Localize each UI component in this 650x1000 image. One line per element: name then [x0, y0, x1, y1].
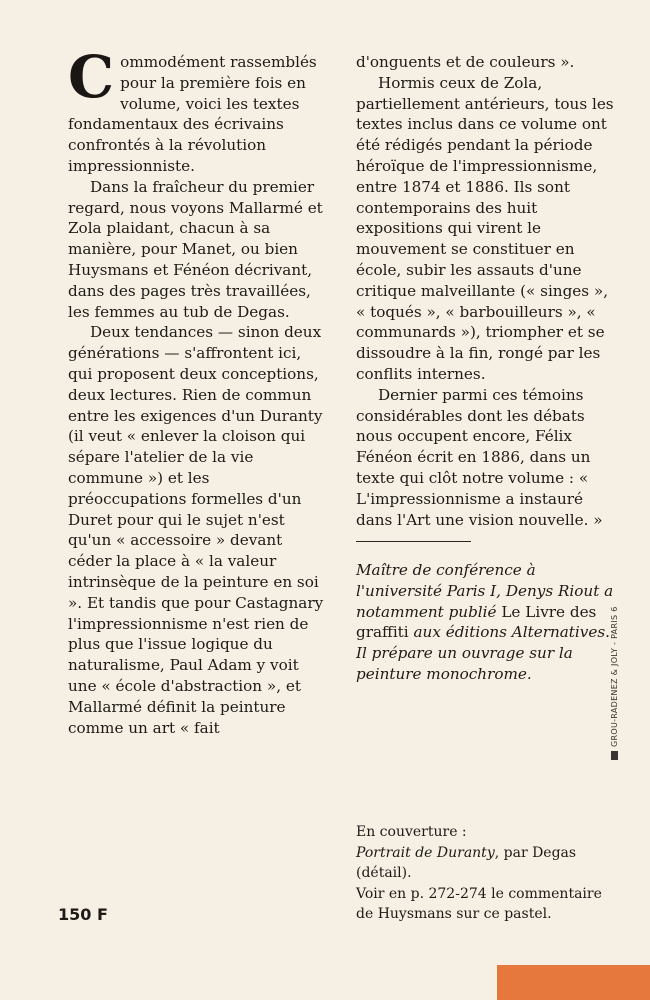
bio-book-title: Le Livre des graffiti	[356, 602, 597, 642]
printer-imprint	[610, 580, 619, 760]
cover-line	[356, 843, 618, 884]
bio-part1: Maître de conférence à l'université Paris I, Denys Riout a notamment publié	[356, 561, 614, 621]
paragraph-onguents: d'onguents et de couleurs ».	[356, 53, 575, 71]
bio-part2: aux éditions Alternatives. Il prépare un ouvrage sur la peinture monochrome.	[356, 623, 610, 683]
paragraph-feneon: Dernier parmi ces témoins considérables dont les débats nous occupent encore, Félix Fénéon écrit en 1886, dans un texte qui clôt notre volume : « L'impressionnisme a instauré dans l'Art une vision nouvelle. »	[356, 385, 603, 529]
paragraph-fraicheur: Dans la fraîcheur du premier regard, nous voyons Mallarmé et Zola plaidant, chacun à sa manière, pour Manet, ou bien Huysmans et Fénéon décrivant, dans des pages très travaillées, les femmes au tub de Degas.	[68, 177, 323, 321]
paragraph-tendances: Deux tendances — sinon deux générations — s'affrontent ici, qui proposent deux conceptions, deux lectures. Rien de commun entre les exigences d'un Duranty (il veut « enlever la cloison qui sépare l'atelier de la vie commune ») et les préoccupations formelles d'un Duret pour qui le sujet n'est qu'un « accessoire » devant céder la place à « la valeur intrinsèque de la peinture en soi ». Et tandis que pour Castagnary l'impressionnisme n'est rien de plus que l'issue logique du naturalisme, Paul Adam y voit une « école d'abstraction », et Mallarmé définit la peinture comme un art « fait	[68, 323, 324, 737]
cover-note: Voir en p. 272-274 le commentaire de Huysmans sur ce pastel.	[356, 885, 602, 922]
cover-credit	[356, 822, 618, 925]
cover-by: , par Degas (détail).	[356, 844, 577, 881]
paragraph-zola: Hormis ceux de Zola, partiellement antérieurs, tous les textes inclus dans ce volume ont été rédigés pendant la période héroïque de l'impressionnisme, entre 1874 et 1886. Ils sont contemporains des huit expositions qui virent le mouvement se constituer en école, subir les assauts d'une critique malveillante (« singes », « toqués », « barbouilleurs », « communards »), triompher et se dissoudre à la fin, rongé par les conflits internes.	[356, 73, 614, 383]
author-bio	[356, 560, 618, 685]
cover-heading: En couverture :	[356, 824, 467, 840]
left-column	[68, 43, 326, 738]
cover-painting-title: Portrait de Duranty	[356, 844, 495, 861]
right-column	[356, 52, 618, 530]
orange-corner-block	[497, 965, 650, 1000]
intro-first-line: ommodément rassemblés	[120, 53, 317, 71]
paragraph-intro	[68, 43, 326, 177]
separator-rule	[356, 541, 471, 542]
printer-text: GROU-RADENEZ & JOLY - PARIS 6	[610, 606, 619, 747]
intro-rest: pour la première fois en volume, voici les textes fondamentaux des écrivains confrontés à la révolution impressionniste.	[68, 73, 306, 175]
drop-cap: C	[68, 43, 115, 111]
price-label: 150 F	[58, 905, 108, 924]
printer-logo-icon	[611, 751, 618, 760]
